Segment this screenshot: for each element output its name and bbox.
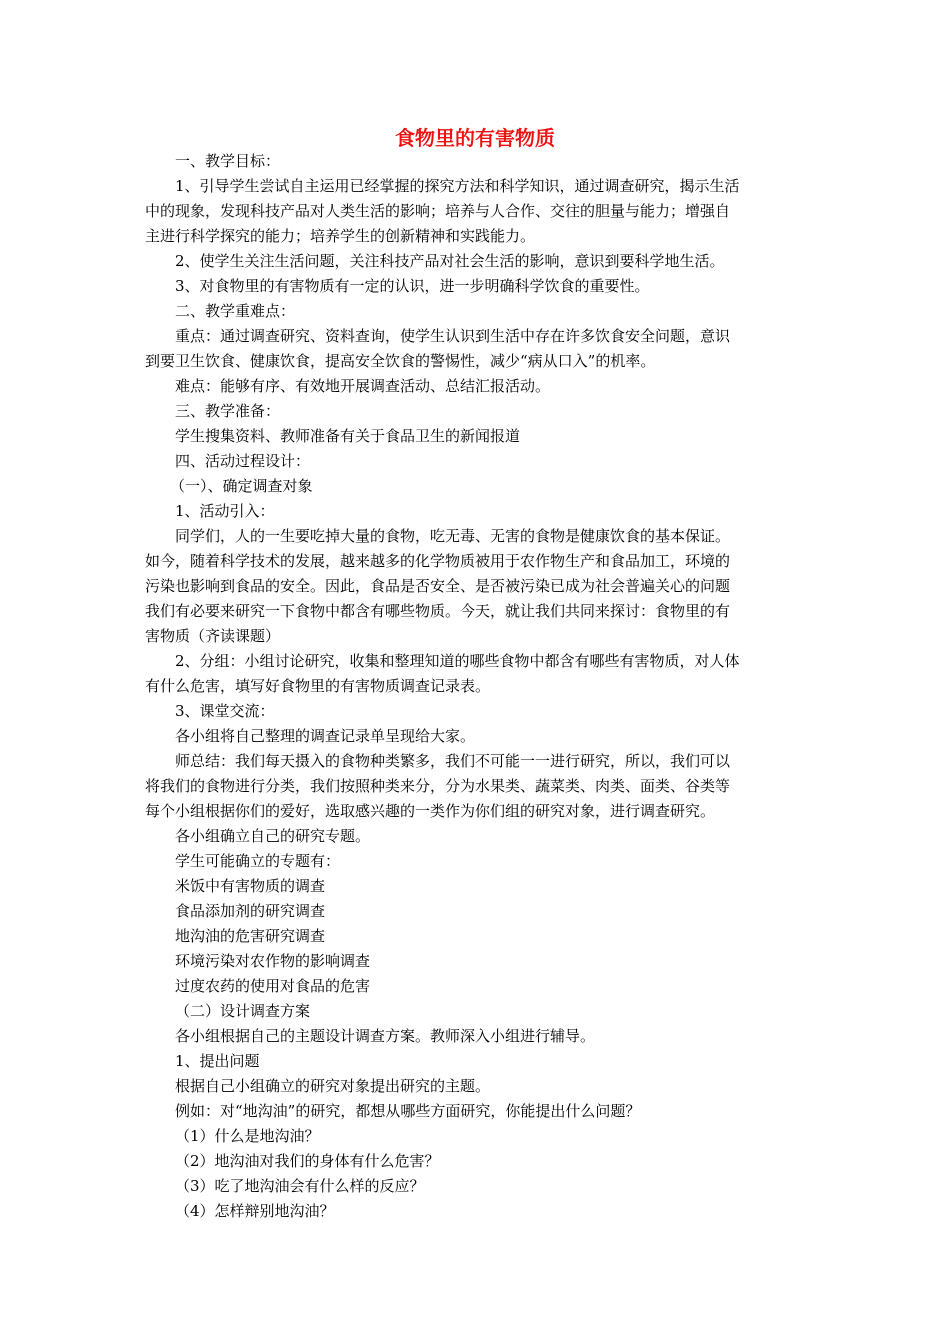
subsection-heading: 1、活动引入：: [175, 502, 275, 520]
paragraph-line: 有什么危害，填写好食物里的有害物质调查记录表。: [145, 677, 491, 695]
paragraph-line: 学生搜集资料、教师准备有关于食品卫生的新闻报道: [175, 427, 521, 445]
paragraph-line: 难点：能够有序、有效地开展调查活动、总结汇报活动。: [175, 377, 551, 395]
list-item: 地沟油的危害研究调查: [175, 927, 326, 945]
list-item: （2）地沟油对我们的身体有什么危害？: [175, 1152, 440, 1170]
section-heading: 二、教学重难点：: [175, 302, 296, 320]
section-heading: 三、教学准备：: [175, 402, 281, 420]
list-item: 食品添加剂的研究调查: [175, 902, 326, 920]
paragraph-line: 害物质（齐读课题）: [145, 627, 281, 645]
document-body: [145, 149, 810, 1224]
paragraph-line: 我们有必要来研究一下食物中都含有哪些物质。今天，就让我们共同来探讨：食物里的有: [145, 602, 731, 620]
paragraph-line: 同学们，人的一生要吃掉大量的食物，吃无毒、无害的食物是健康饮食的基本保证。: [175, 527, 731, 545]
paragraph-line: 将我们的食物进行分类，我们按照种类来分，分为水果类、蔬菜类、肉类、面类、谷类等: [145, 777, 731, 795]
section-heading: 一、教学目标：: [175, 152, 281, 170]
list-item: 米饭中有害物质的调查: [175, 877, 326, 895]
list-item: （3）吃了地沟油会有什么样的反应？: [175, 1177, 425, 1195]
paragraph-line: 2、使学生关注生活问题，关注科技产品对社会生活的影响，意识到要科学地生活。: [175, 252, 725, 270]
subsection-heading: 3、课堂交流：: [175, 702, 275, 720]
paragraph-line: 根据自己小组确立的研究对象提出研究的主题。: [175, 1077, 491, 1095]
paragraph-line: 到要卫生饮食、健康饮食，提高安全饮食的警惕性，减少“病从口入”的机率。: [145, 352, 656, 370]
list-item: （4）怎样辩别地沟油？: [175, 1202, 335, 1220]
paragraph-line: 例如：对“地沟油”的研究，都想从哪些方面研究，你能提出什么问题？: [175, 1102, 641, 1120]
paragraph-line: 如今，随着科学技术的发展，越来越多的化学物质被用于农作物生产和食品加工，环境的: [145, 552, 731, 570]
paragraph-line: 师总结：我们每天摄入的食物种类繁多，我们不可能一一进行研究，所以，我们可以: [175, 752, 731, 770]
subsection-heading: 1、提出问题: [175, 1052, 260, 1070]
paragraph-line: 1、引导学生尝试自主运用已经掌握的探究方法和科学知识，通过调查研究，揭示生活: [175, 177, 740, 195]
paragraph-line: 2、分组：小组讨论研究，收集和整理知道的哪些食物中都含有哪些有害物质，对人体: [175, 652, 740, 670]
paragraph-line: 3、对食物里的有害物质有一定的认识，进一步明确科学饮食的重要性。: [175, 277, 650, 295]
paragraph-line: 重点：通过调查研究、资料查询，使学生认识到生活中存在许多饮食安全问题，意识: [175, 327, 731, 345]
document-title: 食物里的有害物质: [395, 126, 555, 150]
subsection-heading: （一）、确定调查对象: [170, 477, 313, 495]
paragraph-line: 污染也影响到食品的安全。因此，食品是否安全、是否被污染已成为社会普遍关心的问题: [145, 577, 731, 595]
section-heading: 四、活动过程设计：: [175, 452, 311, 470]
paragraph-line: 各小组确立自己的研究专题。: [175, 827, 371, 845]
paragraph-line: 学生可能确立的专题有：: [175, 852, 341, 870]
paragraph-line: 中的现象，发现科技产品对人类生活的影响；培养与人合作、交往的胆量与能力；增强自: [145, 202, 731, 220]
paragraph-line: 各小组根据自己的主题设计调查方案。教师深入小组进行辅导。: [175, 1027, 596, 1045]
list-item: 过度农药的使用对食品的危害: [175, 977, 371, 995]
paragraph-line: 每个小组根据你们的爱好，选取感兴趣的一类作为你们组的研究对象，进行调查研究。: [145, 802, 716, 820]
list-item: 环境污染对农作物的影响调查: [175, 952, 371, 970]
paragraph-line: 各小组将自己整理的调查记录单呈现给大家。: [175, 727, 476, 745]
subsection-heading: （二）设计调查方案: [175, 1002, 311, 1020]
list-item: （1）什么是地沟油？: [175, 1127, 320, 1145]
paragraph-line: 主进行科学探究的能力；培养学生的创新精神和实践能力。: [145, 227, 536, 245]
